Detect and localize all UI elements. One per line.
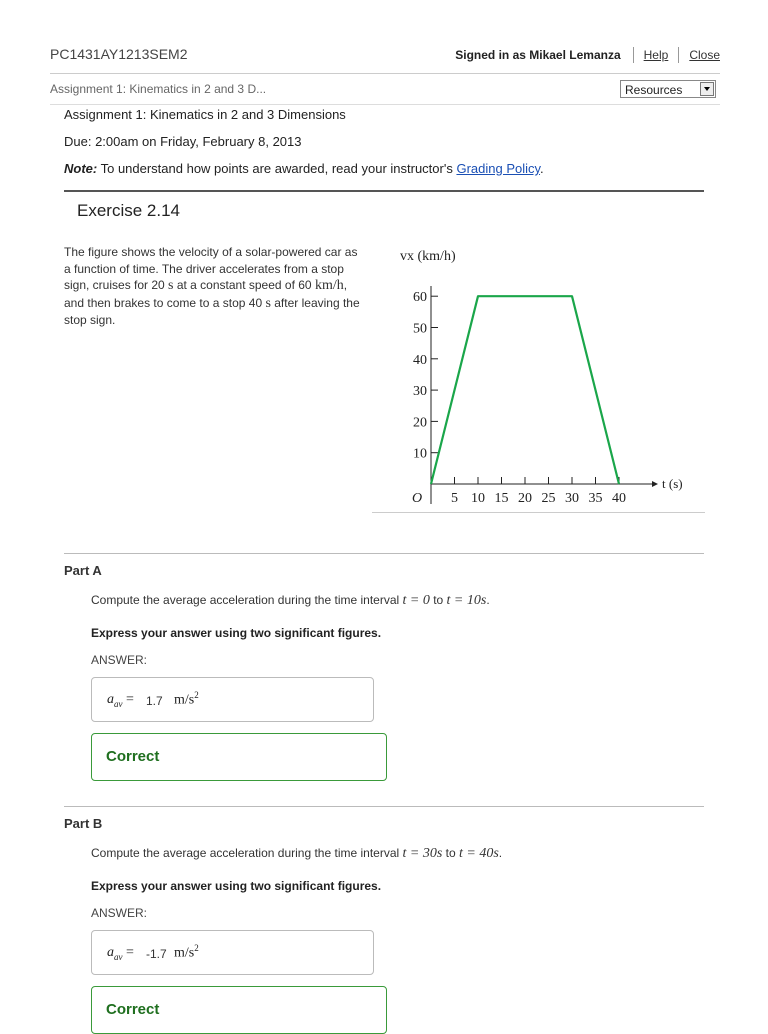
y-tick-label: 30 [413,384,427,400]
exercise-description [64,244,362,329]
answer-unit: $m/s^2$ [174,690,199,708]
question-text: to [429,593,447,607]
resources-select[interactable] [620,80,716,98]
divider [64,190,704,192]
desc-text: The figure shows the velocity of a solar-powered car as a function of time. The driver accelerates from a stop sign, cruises for 20 [64,245,358,292]
question-text: Compute the average acceleration during the time interval [91,846,403,860]
part-label[interactable]: Part A [64,563,102,578]
y-tick-label: 50 [413,321,427,337]
desc-unit-s: s [265,295,271,311]
resources-select-value: Resources [625,83,683,97]
y-tick-label: 60 [413,290,427,306]
divider [64,806,704,807]
y-tick-label: 10 [413,446,427,462]
y-tick-label: 20 [413,415,427,431]
desc-text: , and then brakes to come to a stop 40 [64,278,348,310]
y-axis-label: vx (km/h) [400,249,456,264]
answer-value: -1.7 [146,947,167,961]
desc-text: after leaving the stop sign. [64,295,360,327]
y-tick-label: 40 [413,352,427,368]
grading-note [64,161,544,176]
answer-instruction: Express your answer using two significant figures. [91,626,382,640]
time-start: t = 30s [402,846,443,861]
answer-field[interactable] [91,677,374,722]
desc-unit-kmh: km/h [314,278,344,293]
answer-value: 1.7 [146,694,163,708]
desc-unit-s: s [168,278,174,293]
desc-text: at a constant speed of 60 [173,278,315,292]
x-tick-label: 5 [451,491,458,506]
answer-field[interactable] [91,930,374,975]
x-tick-label: 10 [471,491,485,506]
velocity-time-graph [372,240,706,514]
signed-in-text: Signed in as Mikael Lemanza [455,48,621,62]
x-tick-label: 40 [612,491,626,506]
x-axis-label: t (s) [662,476,683,491]
origin-label: O [411,491,423,506]
answer-symbol: $a_{av}$ = [107,945,134,962]
divider [372,512,705,513]
due-date: Due: 2:00am on Friday, February 8, 2013 [64,134,302,149]
x-tick-label: 15 [494,491,509,506]
note-label: Note: [64,161,98,176]
velocity-series-line [431,296,619,484]
x-tick-label: 25 [541,491,556,506]
correct-feedback [91,733,387,781]
part-question [91,593,490,609]
close-link[interactable]: Close [689,48,720,62]
part-question [91,846,502,862]
x-tick-label: 30 [565,491,579,506]
x-axis-arrow [652,481,658,487]
course-title: PC1431AY1213SEM2 [50,46,188,62]
time-start: t = 0 [402,593,430,608]
account-bar [455,47,720,63]
answer-label: ANSWER: [91,906,148,920]
help-link[interactable]: Help [643,48,669,62]
x-tick-label: 35 [588,491,603,506]
chevron-down-icon[interactable] [700,82,714,96]
assignment-title: Assignment 1: Kinematics in 2 and 3 Dimensions [64,107,346,122]
breadcrumb[interactable]: Assignment 1: Kinematics in 2 and 3 D... [50,82,267,96]
correct-label: Correct [106,748,160,765]
part-label[interactable]: Part B [64,816,103,831]
question-text: to [442,846,459,860]
answer-label: ANSWER: [91,653,148,667]
time-end: t = 10s [446,593,487,608]
correct-feedback [91,986,387,1034]
answer-unit: $m/s^2$ [174,943,199,961]
note-text: To understand how points are awarded, read your instructor's [97,161,457,176]
time-end: t = 40s [459,846,499,861]
answer-instruction: Express your answer using two significant figures. [91,879,382,893]
divider [50,104,720,105]
divider [64,553,704,554]
grading-policy-link[interactable]: Grading Policy [456,161,541,176]
correct-label: Correct [106,1001,160,1018]
question-text: . [486,593,490,607]
question-text: Compute the average acceleration during the time interval [91,593,403,607]
question-text: . [498,846,503,860]
answer-symbol: $a_{av}$ = [107,692,134,709]
exercise-title: Exercise 2.14 [77,201,180,220]
x-tick-label: 20 [518,491,532,506]
note-end: . [540,161,544,176]
divider [50,73,720,74]
